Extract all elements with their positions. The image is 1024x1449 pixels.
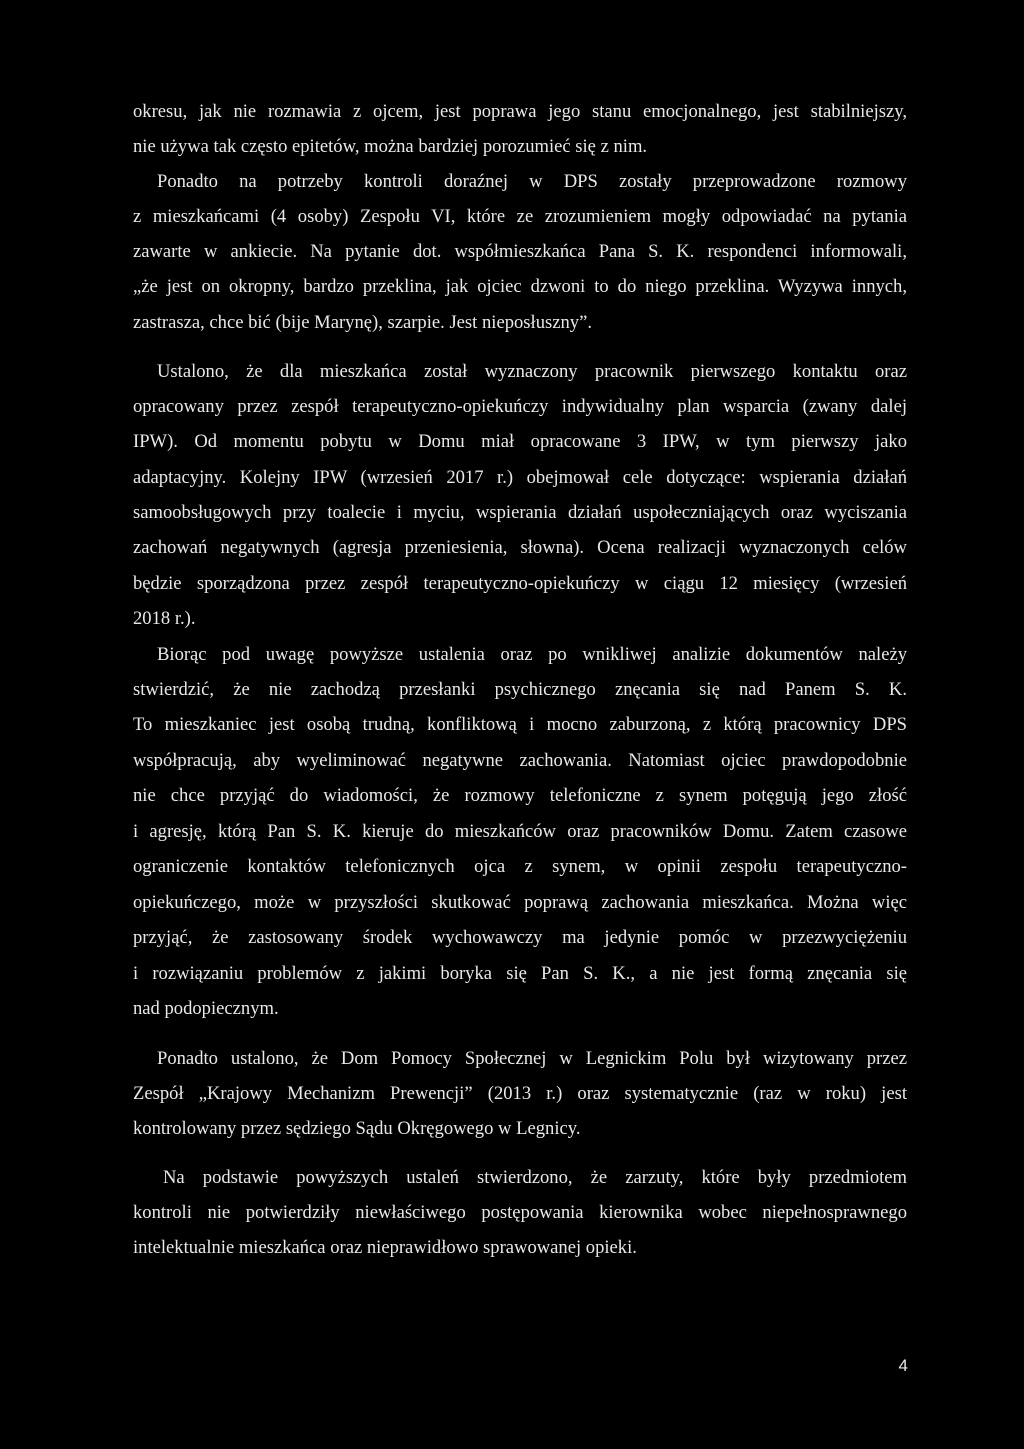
text-line: nie używa tak często epitetów, można bardziej porozumieć się z nim. bbox=[133, 136, 648, 157]
text-line: Ponadto na potrzeby kontroli doraźnej w DPS zostały przeprowadzone rozmowy bbox=[157, 171, 907, 192]
text-line: nad podopiecznym. bbox=[133, 998, 279, 1019]
text-line: i rozwiązaniu problemów z jakimi boryka się Pan S. K., a nie jest formą znęcania się bbox=[133, 963, 907, 984]
text-line: intelektualnie mieszkańca oraz nieprawidłowo sprawowanej opieki. bbox=[133, 1237, 637, 1258]
text-line: IPW). Od momentu pobytu w Domu miał opracowane 3 IPW, w tym pierwszy jako bbox=[133, 431, 907, 452]
text-line: ograniczenie kontaktów telefonicznych ojca z synem, w opinii zespołu terapeutyczno- bbox=[133, 856, 907, 877]
text-line: nie chce przyjąć do wiadomości, że rozmowy telefoniczne z synem potęgują jego złość bbox=[133, 785, 907, 806]
text-line: opracowany przez zespół terapeutyczno-opiekuńczy indywidualny plan wsparcia (zwany dalej bbox=[133, 396, 907, 417]
text-line: zastrasza, chce bić (bije Marynę), szarpie. Jest nieposłuszny”. bbox=[133, 312, 592, 333]
text-line: „że jest on okropny, bardzo przeklina, jak ojciec dzwoni to do niego przeklina. Wyzywa innych, bbox=[133, 276, 907, 297]
text-line: To mieszkaniec jest osobą trudną, konfliktową i mocno zaburzoną, z którą pracownicy DPS bbox=[133, 714, 907, 735]
text-line: Zespół „Krajowy Mechanizm Prewencji” (2013 r.) oraz systematycznie (raz w roku) jest bbox=[133, 1083, 907, 1104]
text-line: Ustalono, że dla mieszkańca został wyznaczony pracownik pierwszego kontaktu oraz bbox=[157, 361, 907, 382]
text-line: będzie sporządzona przez zespół terapeutyczno-opiekuńczy w ciągu 12 miesięcy (wrzesień bbox=[133, 573, 907, 594]
text-line: Biorąc pod uwagę powyższe ustalenia oraz po wnikliwej analizie dokumentów należy bbox=[157, 644, 907, 665]
text-line: zachowań negatywnych (agresja przeniesienia, słowna). Ocena realizacji wyznaczonych celów bbox=[133, 537, 907, 558]
text-line: 2018 r.). bbox=[133, 608, 196, 629]
text-line: kontroli nie potwierdziły niewłaściwego postępowania kierownika wobec niepełnosprawnego bbox=[133, 1202, 907, 1223]
text-line: adaptacyjny. Kolejny IPW (wrzesień 2017 r.) obejmował cele dotyczące: wspierania działań bbox=[133, 467, 907, 488]
text-line: samoobsługowych przy toalecie i myciu, wspierania działań uspołeczniających oraz wyciszania bbox=[133, 502, 907, 523]
text-line: z mieszkańcami (4 osoby) Zespołu VI, które ze zrozumieniem mogły odpowiadać na pytania bbox=[133, 206, 907, 227]
text-line: kontrolowany przez sędziego Sądu Okręgowego w Legnicy. bbox=[133, 1118, 581, 1139]
text-line: stwierdzić, że nie zachodzą przesłanki psychicznego znęcania się nad Panem S. K. bbox=[133, 679, 907, 700]
text-line: Na podstawie powyższych ustaleń stwierdzono, że zarzuty, które były przedmiotem bbox=[163, 1167, 907, 1188]
text-line: zawarte w ankiecie. Na pytanie dot. współmieszkańca Pana S. K. respondenci informowali, bbox=[133, 241, 907, 262]
text-line: i agresję, którą Pan S. K. kieruje do mieszkańców oraz pracowników Domu. Zatem czasowe bbox=[133, 821, 907, 842]
text-line: okresu, jak nie rozmawia z ojcem, jest poprawa jego stanu emocjonalnego, jest stabilniejszy, bbox=[133, 101, 907, 122]
text-line: opiekuńczego, może w przyszłości skutkować poprawą zachowania mieszkańca. Można więc bbox=[133, 892, 907, 913]
page-number: 4 bbox=[898, 1356, 908, 1375]
text-line: Ponadto ustalono, że Dom Pomocy Społecznej w Legnickim Polu był wizytowany przez bbox=[157, 1048, 907, 1069]
text-line: współpracują, aby wyeliminować negatywne zachowania. Natomiast ojciec prawdopodobnie bbox=[133, 750, 907, 771]
text-line: przyjąć, że zastosowany środek wychowawczy ma jedynie pomóc w przezwyciężeniu bbox=[133, 927, 907, 948]
